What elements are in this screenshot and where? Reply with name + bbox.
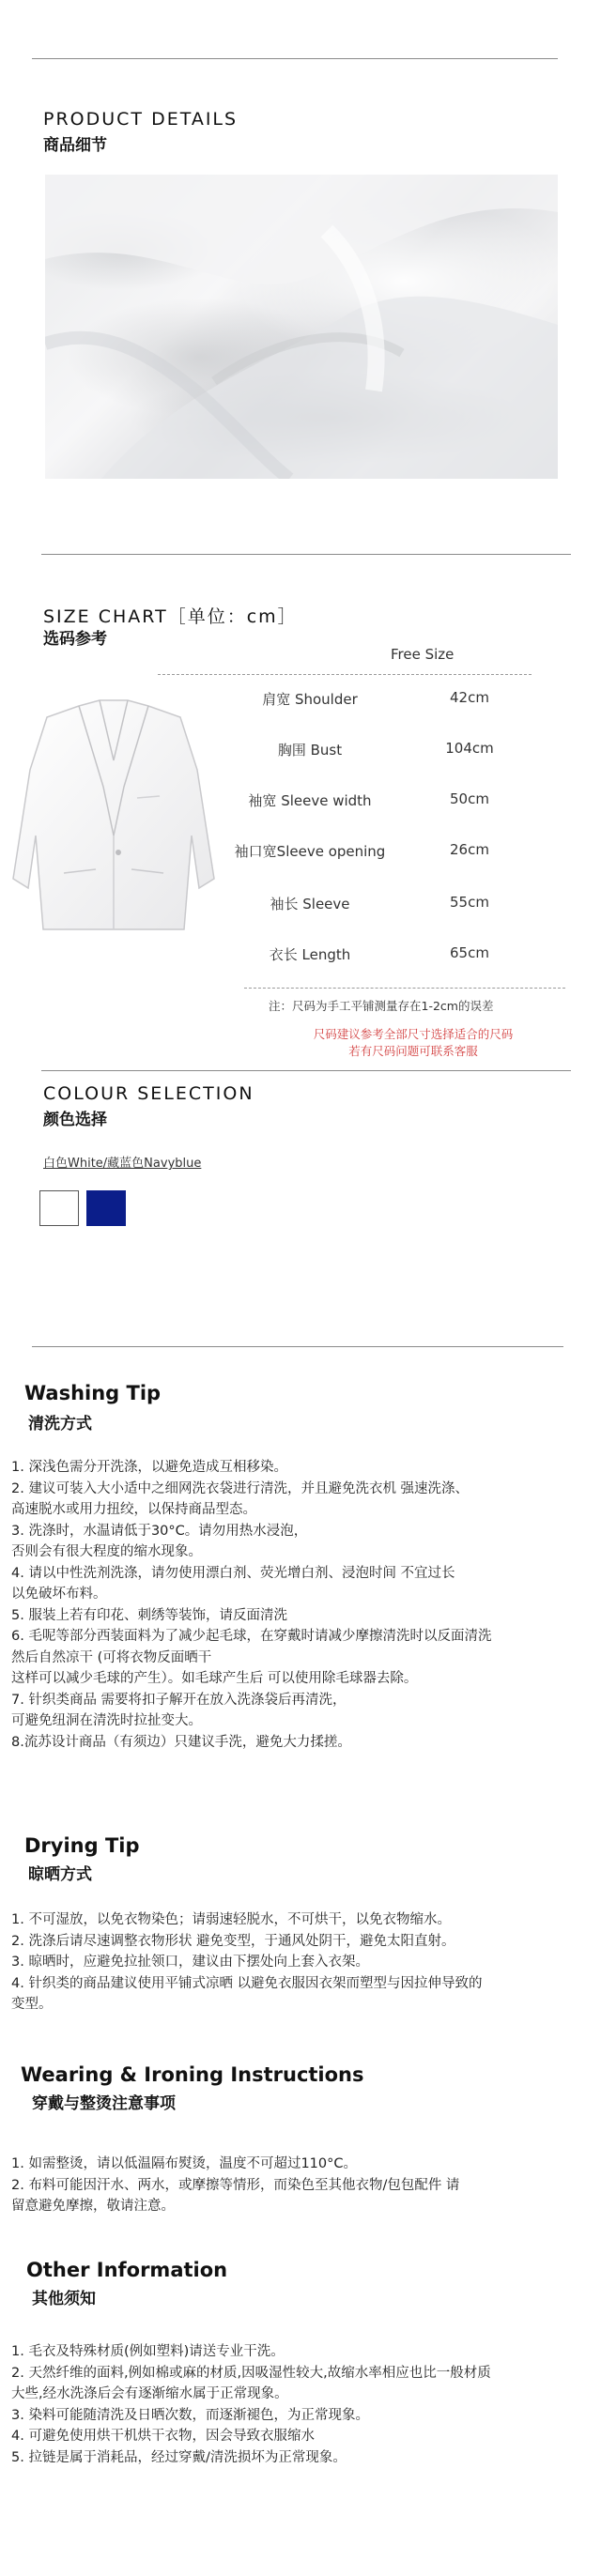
size-row-label: 袖口宽Sleeve opening [234,843,386,860]
colour-selection-title: COLOUR SELECTION [43,1083,254,1104]
size-row-value: 26cm [450,841,489,858]
other-info-text: 1. 毛衣及特殊材质(例如塑料)请送专业干洗。 2. 天然纤维的面料,例如棉或麻的材质,因吸湿性较大,故缩水率相应也比一般材质 大些,经水洗涤后会有逐渐缩水属于正常现象。 3. 染料可能随清洗及日晒次数，而逐渐褪色，为正常现象。 4. 可避免使用烘干机烘干衣物，因会导致衣服缩水 5. 拉链是属于消耗品，经过穿戴/清洗损坏为正常现象。 [11,2344,491,2465]
size-row-sleeve [216,894,545,916]
ironing-tip-subtitle: 穿戴与整烫注意事项 [32,2094,176,2113]
washing-instructions: 1. 深浅色需分开洗涤，以避免造成互相移染。 2. 建议可装入大小适中之细网洗衣袋进行清洗，并且避免洗衣机 强速洗涤、 高速脱水或用力扭绞，以保持商品型态。 3. 洗涤时，水温请低于30°C。请勿用热水浸泡， 否则会有很大程度的缩水现象。 4. 请以中性洗剂洗涤，请勿使用漂白剂、荧光增白剂、浸泡时间 不宜过长 以免破坏布料。 5. 服装上若有印花、刺绣等装饰，请反面清洗 6. 毛呢等部分西装面料为了减少起毛球，在穿戴时请减少摩擦清洗时以反面清洗 然后自然凉干 (可将衣物反面晒干 这样可以减少毛球的产生）。如毛球产生后 可以使用除毛球器去除。 7. 针织类商品 需要将扣子解开在放入洗涤袋后再清洗， 可避免纽洞在清洗时拉扯变大。 8.流苏设计商品（有须边）只建议手洗，避免大力揉搓。 [11,1460,492,1750]
colour-options-text: 白色White/藏蓝色Navyblue [43,1157,202,1171]
size-chart-title: SIZE CHART［单位：cm］ [43,606,298,627]
fabric-detail-image [45,175,558,479]
measurement-note: 注：尺码为手工平铺测量存在1-2cm的误差 [269,999,494,1013]
divider [41,1070,571,1071]
drying-tip-subtitle: 晾晒方式 [28,1865,92,1884]
washing-tip-subtitle: 清洗方式 [28,1415,92,1434]
size-row-label: 肩宽 Shoulder [262,691,358,708]
size-row-value: 55cm [450,894,489,911]
colour-selection-subtitle: 颜色选择 [43,1111,107,1129]
size-row-sleeve-opening [216,841,545,864]
product-details-title: PRODUCT DETAILS [43,109,239,130]
size-row-shoulder [216,689,545,712]
contact-service-note: 若有尺码问题可联系客服 [348,1044,478,1058]
swatch-white[interactable] [39,1190,79,1226]
product-details-subtitle: 商品细节 [43,136,107,155]
size-row-label: 胸围 Bust [277,742,343,759]
divider [32,1346,563,1347]
washing-tip-title: Washing Tip [24,1382,162,1404]
blazer-image [6,695,222,941]
table-top-line [158,674,532,675]
drying-tip-title: Drying Tip [24,1834,140,1857]
ironing-instructions: 1. 如需整烫，请以低温隔布熨烫，温度不可超过110°C。 2. 布料可能因汗水、两水，或摩擦等情形，而染色至其他衣物/包包配件 请 留意避免摩擦，敬请注意。 [11,2156,460,2214]
table-bottom-line [244,988,565,989]
drying-instructions: 1. 不可湿放，以免衣物染色；请弱速轻脱水，不可烘干，以免衣物缩水。 2. 洗涤后请尽速调整衣物形状 避免变型，于通风处阴干，避免太阳直射。 3. 晾晒时，应避免拉扯领口，建议由下摆处向上套入衣架。 4. 针织类的商品建议使用平铺式凉晒 以避免衣服因衣架而塑型与因拉伸导致的 变型。 [11,1912,483,2012]
size-row-label: 衣长 Length [269,946,351,963]
top-divider [32,58,558,59]
swatch-navyblue[interactable] [86,1190,126,1226]
size-row-value: 65cm [450,944,489,961]
ironing-tip-title: Wearing & Ironing Instructions [21,2063,364,2086]
size-advice-note: 尺码建议参考全部尺寸选择适合的尺码 [313,1027,514,1041]
divider [41,554,571,555]
other-info-title: Other Information [26,2259,228,2281]
size-row-value: 50cm [450,790,489,807]
size-row-sleeve-width [216,790,545,813]
other-info-subtitle: 其他须知 [32,2290,96,2308]
size-row-label: 袖长 Sleeve [270,896,350,912]
size-row-label: 袖宽 Sleeve width [248,792,372,809]
size-chart-subtitle: 选码参考 [43,630,107,649]
size-row-value: 104cm [445,740,494,757]
size-row-bust [216,740,545,762]
size-label: Free Size [391,646,455,663]
size-row-value: 42cm [450,689,489,706]
size-row-length [216,944,545,967]
